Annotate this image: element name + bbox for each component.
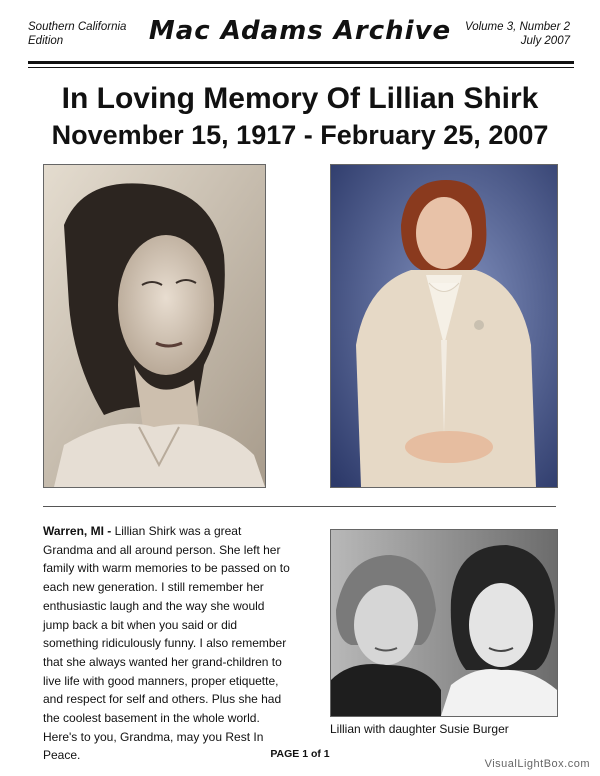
watermark: VisualLightBox.com	[484, 758, 590, 770]
memorial-title: In Loving Memory Of Lillian Shirk	[61, 82, 539, 115]
issue-info	[430, 20, 570, 48]
section-divider	[43, 506, 556, 507]
story-body	[43, 522, 293, 765]
family-photo	[330, 529, 558, 717]
portrait-photo-elder	[330, 164, 558, 488]
photo-caption: Lillian with daughter Susie Burger	[330, 722, 509, 736]
portrait-photo-young	[43, 164, 266, 488]
memorial-dates: November 15, 1917 - February 25, 2007	[51, 120, 549, 150]
story-dateline: Warren, MI -	[43, 524, 112, 538]
masthead-rule-thick	[28, 61, 574, 64]
masthead-rule-thin	[28, 67, 574, 68]
edition-label: Southern California Edition	[28, 21, 127, 47]
volume-label: Volume 3, Number 2	[464, 21, 570, 33]
page-number: PAGE 1 of 1	[270, 748, 330, 760]
issue-date: July 2007	[520, 35, 570, 47]
masthead-title: Mac Adams Archive	[148, 16, 452, 46]
story-text: Lillian Shirk was a great Grandma and all around person. She left her family with warm memories to be passed on to each new generation. I still remember her enthusiastic laugh and the way she would jump back a bit when you said or did something ridiculously funny. I also remember that she always wanted her grand-children to live life with good manners, proper etiquette, and respect for self and others. Plus she had the coolest basement in the whole world. Here's to you, Grandma, may you Rest In Peace.	[43, 524, 290, 763]
